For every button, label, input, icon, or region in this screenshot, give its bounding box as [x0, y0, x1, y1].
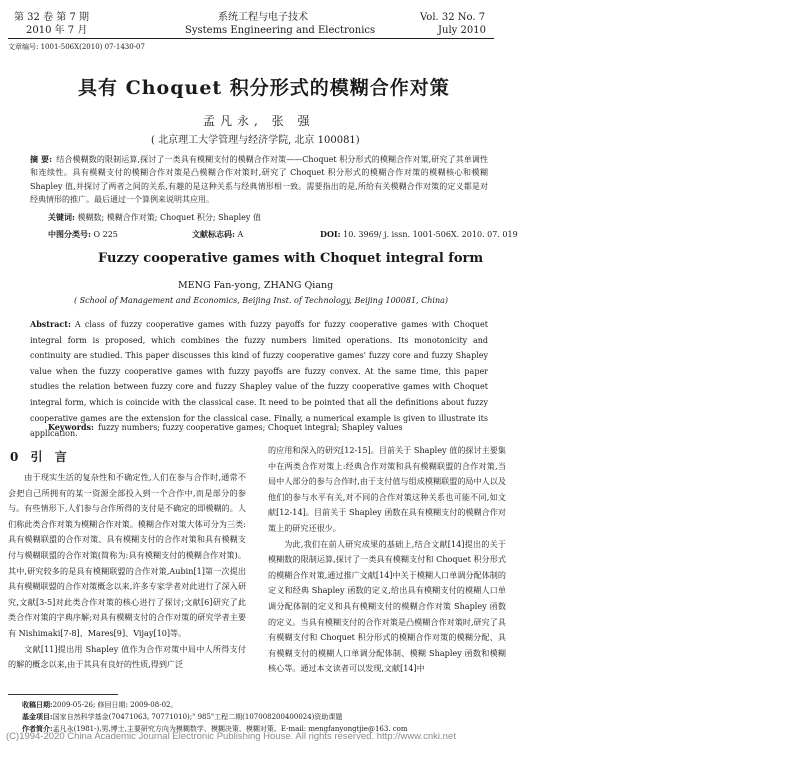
keywords-cn [48, 212, 261, 223]
body-paragraph: 文献[11]提出用 Shapley 值作为合作对策中局中人所得支付的解的概念以来,由于其具有良好的性质,得到广泛 [8, 643, 246, 670]
header-date-cn: 2010 年 7 月 [26, 25, 88, 36]
section-heading [10, 448, 67, 465]
document-code [192, 229, 243, 240]
abstract-cn-label: 摘 要: [30, 154, 53, 164]
section-number: 0 [10, 450, 19, 464]
received-text: 2009-05-26; 修回日期: 2009-08-02。 [52, 701, 178, 709]
abstract-cn-text: 结合模糊数的限制运算,探讨了一类具有模糊支付的模糊合作对策——Choquet 积分形式的模糊合作对策,研究了其单调性和连续性。具有模糊支付的模糊合作对策是凸模糊合作对策时,研究了 Choquet 积分形式的模糊合作对策的模糊核心和模糊 Shapley 值,并探讨了两者之间的关系,有趣的是这种关系与经典情形相一致。需要指出的是,所给有关模糊合作对策的定义都是对经典情形的推广。最后通过一个算例来说明其应用。 [30, 155, 488, 204]
body-column-left [8, 470, 246, 673]
header-rule [8, 38, 494, 39]
author-bio-text: 孟凡永(1981-),男,博士,主要研究方向为模糊数学、模糊决策、模糊对策。E-mail: mengfanyongtjie@163. com [52, 725, 408, 733]
body-paragraph: 由于现实生活的复杂性和不确定性,人们在参与合作时,通常不会把自己所拥有的某一资源全部投入到一个合作中,而是部分的参与。有些情形下,人们参与合作所得的支付是不确定的即模糊的。人们称此类合作对策为模糊合作对策。模糊合作对策大体可分为三类:具有模糊联盟的合作对策、具有模糊支付的合作对策和具有模糊支付与模糊联盟的合作对策(简称为:具有模糊支付的模糊合作对策)。其中,研究较多的是具有模糊联盟的合作对策,Aubin[1]第一次提出具有模糊联盟的合作对策概念以来,许多专家学者对此进行了深入研究,文献[3-5]对此类合作对策的核心进行了探讨;文献[6]研究了此类合作对策的字典序解;对具有模糊支付的合作对策的研究学者主要有 Nishimaki[7-8]、Mares[9]、Vijay[10]等。 [8, 472, 246, 638]
header-date-en: July 2010 [438, 25, 486, 36]
authors-en: MENG Fan-yong, ZHANG Qiang [178, 280, 334, 291]
doc-code-label: 文献标志码: [192, 229, 235, 239]
body-column-right [268, 443, 506, 677]
clc-label: 中图分类号: [48, 229, 91, 239]
authors-cn: 孟凡永, 张 强 [203, 114, 315, 128]
keywords-en-text: fuzzy numbers; fuzzy cooperative games; Choquet integral; Shapley values [98, 423, 403, 432]
keywords-en-label: Keywords: [48, 422, 95, 432]
doi-value: 10. 3969/ j. issn. 1001-506X. 2010. 07. 019 [343, 230, 518, 239]
fund-text: 国家自然科学基金(70471063, 70771010);" 985"工程二期(107008200400024)资助课题 [52, 713, 343, 721]
header-volume-cn: 第 32 卷 第 7 期 [14, 12, 89, 23]
header-volume-en: Vol. 32 No. 7 [420, 12, 486, 23]
section-title: 引 言 [30, 450, 67, 464]
abstract-en-text: A class of fuzzy cooperative games with fuzzy payoffs for fuzzy cooperative games with Choquet integral form is proposed, which combines the fuzzy numbers limited operations. Its monotonicity and continuity are studied. This paper discusses this kind of fuzzy cooperative games' fuzzy core and fuzzy Shapley value when the fuzzy cooperative games with fuzzy payoffs are fuzzy convex. At the same time, this paper studies the relation between fuzzy core and fuzzy Shapley value of the fuzzy cooperative games with Choquet integral form, which is coincide with the classical case. It need to be pointed that all the definitions about fuzzy cooperative games are the extension for the classical case. Finally, a numerical example is given to illustrate its application. [30, 320, 488, 439]
affiliation-en: ( School of Management and Economics, Beijing Inst. of Technology, Beijing 100081, China) [74, 296, 448, 305]
fund-label: 基金项目: [22, 712, 53, 721]
clc-value: O 225 [93, 230, 118, 239]
keywords-en [48, 422, 403, 432]
header-journal-cn: 系统工程与电子技术 [218, 12, 308, 23]
footnote-fund [22, 712, 342, 722]
doc-code-value: A [237, 230, 244, 239]
affiliation-cn: ( 北京理工大学管理与经济学院, 北京 100081) [151, 135, 360, 146]
keywords-cn-label: 关键词: [48, 212, 75, 222]
body-paragraph: 的应用和深入的研究[12-15]。目前关于 Shapley 值的探讨主要集中在两类合作对策上:经典合作对策和具有模糊联盟的合作对策,当局中人部分的参与合作时,由于支付值与组成模糊联盟的局中人以及他们的参与水平有关,对不同的合作对策这种关系也可能不同,如文献[12-14]。目前关于 Shapley 函数在具有模糊支付的模糊合作对策上的研究还很少。 [268, 445, 506, 533]
footnote-rule [8, 694, 118, 695]
abstract-cn [30, 153, 488, 206]
doi-label: DOI: [320, 229, 341, 239]
keywords-cn-text: 模糊数; 模糊合作对策; Choquet 积分; Shapley 值 [77, 213, 261, 222]
copyright-watermark: (C)1994-2020 China Academic Journal Electronic Publishing House. All rights reserved. http://www.cnki.net [6, 731, 456, 742]
doi [320, 229, 518, 239]
title-en: Fuzzy cooperative games with Choquet integral form [98, 251, 484, 266]
footnote-received [22, 700, 177, 710]
article-number: 文章编号: 1001-506X(2010) 07-1430-07 [8, 43, 145, 51]
abstract-en-label: Abstract: [30, 319, 71, 329]
received-label: 收稿日期: [22, 700, 53, 709]
header-journal-en: Systems Engineering and Electronics [185, 25, 376, 36]
body-paragraph: 为此,我们在前人研究成果的基础上,结合文献[14]提出的关于模糊数的限制运算,探讨了一类具有模糊支付和 Choquet 积分形式的模糊合作对策,通过推广文献[14]中关于模糊人口单调分配体制的定义和经典 Shapley 函数的定义,给出具有模糊支付的模糊人口单调分配体制的定义和具有模糊支付的模糊合作对策 Shapley 函数的定义。当具有模糊支付的合作对策是凸模糊合作对策时,研究了具有模糊支付和 Choquet 积分形式的模糊合作对策的模糊分配、具有模糊支付的模糊人口单调分配体制、模糊 Shapley 函数和模糊核心等。通过本文读者可以发现,文献[14]中 [268, 538, 506, 674]
clc-number [48, 229, 118, 240]
title-cn: 具有 Choquet 积分形式的模糊合作对策 [78, 77, 450, 99]
author-bio-label: 作者简介: [22, 724, 53, 733]
